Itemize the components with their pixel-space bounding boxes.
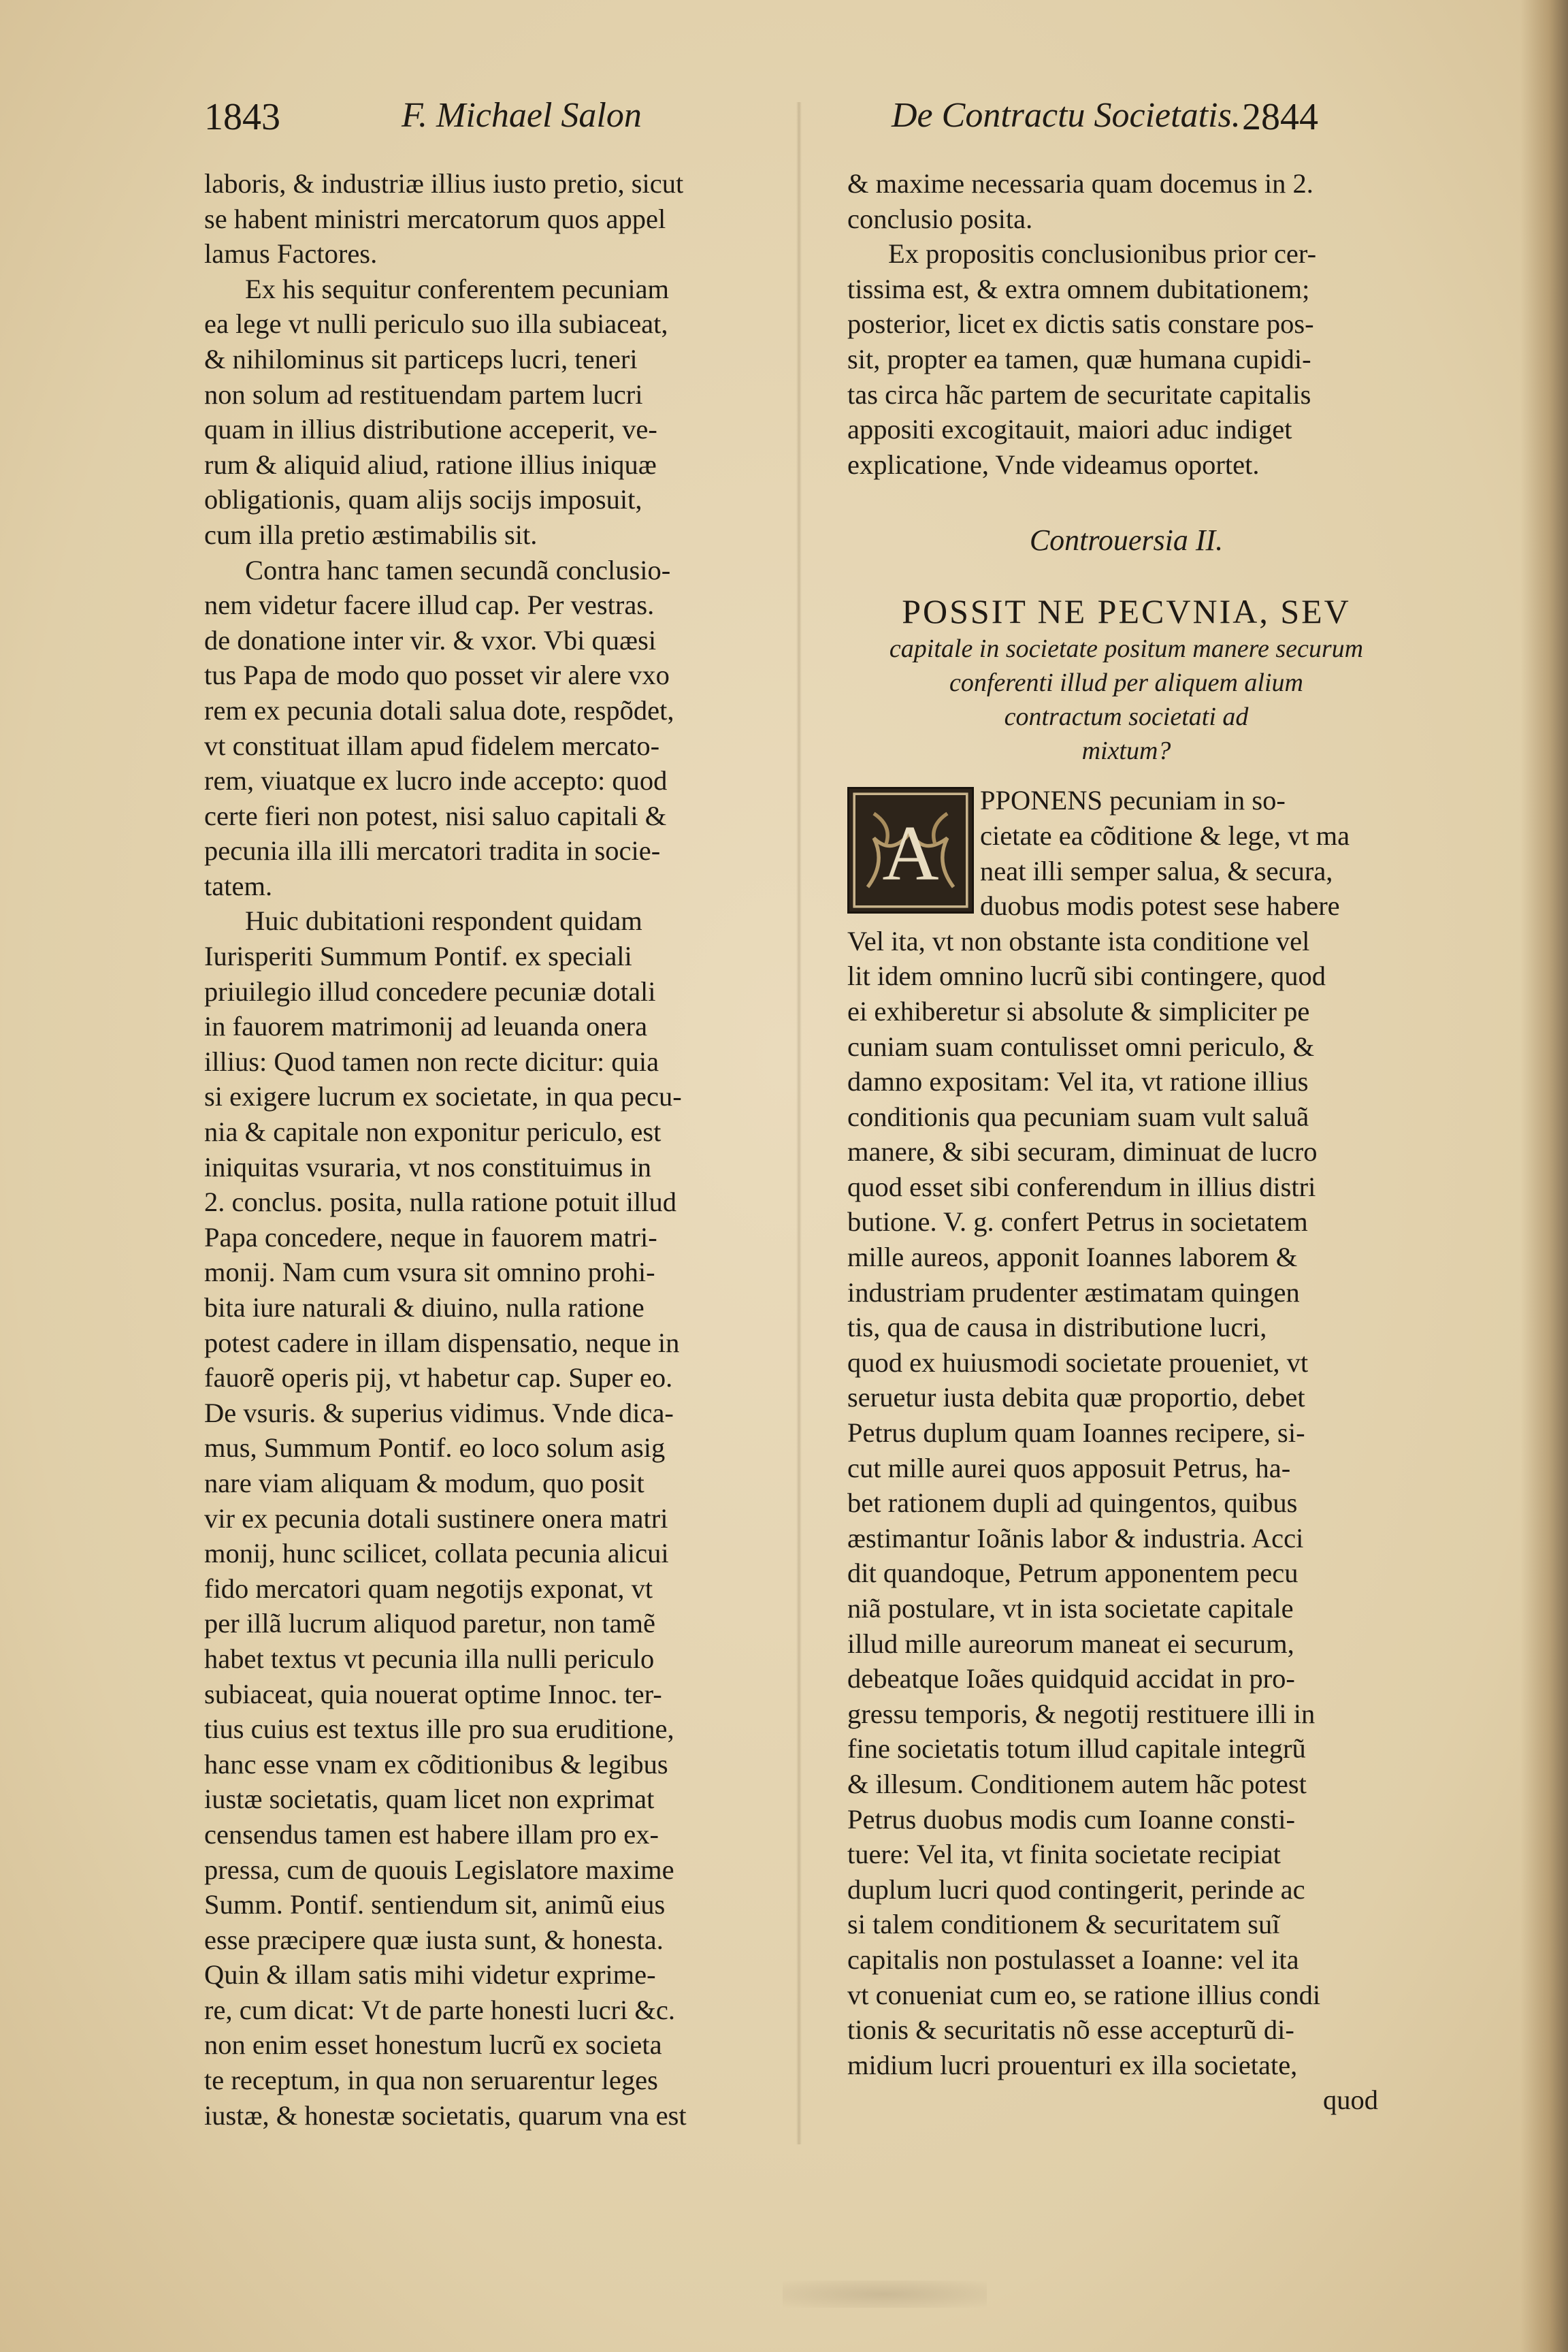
text-line: fauorẽ operis pij, vt habetur cap. Super eo.	[204, 1362, 673, 1394]
text-line: niã postulare, vt in ista societate capitale	[847, 1593, 1294, 1624]
text-line: quam in illius distributione acceperit, ve-	[204, 414, 657, 445]
right-column	[847, 166, 1405, 2118]
text-line: non solum ad restituendam partem lucri	[204, 378, 643, 410]
text-line: vir ex pecunia dotali sustinere onera matri	[204, 1502, 668, 1534]
text-line: quod ex huiusmodi societate proueniet, vt	[847, 1347, 1309, 1378]
text-line: Huic dubitationi respondent quidam	[245, 905, 642, 937]
text-line: hanc esse vnam ex cõditionibus & legibus	[204, 1748, 668, 1779]
text-line: Vel ita, vt non obstante ista conditione vel	[847, 925, 1310, 956]
dropcap-line: cietate ea cõditione & lege, vt ma	[980, 820, 1350, 851]
text-line: capitalis non postulasset a Ioanne: vel ita	[847, 1944, 1299, 1975]
text-line: obligationis, quam alijs socijs imposuit,	[204, 484, 642, 515]
text-line: tionis & securitatis nõ esse accepturũ di-	[847, 2014, 1294, 2046]
text-line: vt constituat illam apud fidelem mercato-	[204, 730, 660, 761]
svg-text:A: A	[882, 809, 939, 897]
text-line: cut mille aurei quos apposuit Petrus, ha-	[847, 1452, 1291, 1483]
text-line: Iurisperiti Summum Pontif. ex speciali	[204, 941, 632, 972]
text-line: se habent ministri mercatorum quos appel	[204, 203, 666, 234]
running-title-right: De Contractu Societatis.	[892, 96, 1241, 135]
text-line: seruetur iusta debita quæ proportio, debet	[847, 1382, 1305, 1413]
text-line: midium lucri prouenturi ex illa societate,	[847, 2049, 1298, 2080]
text-line: lamus Factores.	[204, 238, 378, 270]
text-line: & maxime necessaria quam docemus in 2.	[847, 168, 1313, 199]
subheading-line: capitale in societate positum manere securum	[889, 634, 1364, 664]
text-line: bita iure naturali & diuino, nulla ratione	[204, 1292, 644, 1323]
question-heading: POSSIT NE PECVNIA, SEV	[902, 592, 1351, 631]
text-line: & nihilominus sit particeps lucri, teneri	[204, 343, 638, 374]
text-line: potest cadere in illam dispensatio, neque in	[204, 1327, 680, 1358]
text-line: Petrus duplum quam Ioannes recipere, si-	[847, 1417, 1305, 1449]
text-line: Petrus duobus modis cum Ioanne consti-	[847, 1803, 1296, 1835]
text-line: posterior, licet ex dictis satis constare pos-	[847, 308, 1314, 340]
text-line: te receptum, in qua non seruarentur leges	[204, 2065, 658, 2096]
text-line: duplum lucri quod contingerit, perinde ac	[847, 1873, 1305, 1905]
text-line: cum illa pretio æstimabilis sit.	[204, 519, 538, 550]
text-line: priuilegio illud concedere pecuniæ dotali	[204, 976, 656, 1007]
text-line: illud mille aureorum maneat ei securum,	[847, 1628, 1294, 1659]
text-line: monij, hunc scilicet, collata pecunia alicui	[204, 1538, 669, 1569]
text-line: vt conueniat cum eo, se ratione illius condi	[847, 1979, 1321, 2010]
dropcap-line: neat illi semper salua, & secura,	[980, 855, 1333, 886]
right-column-intro	[847, 166, 1405, 482]
dropcap-line: PPONENS pecuniam in so-	[980, 785, 1286, 816]
dropcap-paragraph	[847, 783, 1405, 923]
text-line: Summ. Pontif. sentiendum sit, animũ eius	[204, 1889, 666, 1920]
ink-smudge	[783, 2281, 987, 2308]
running-title-left: F. Michael Salon	[402, 96, 642, 135]
text-line: tatem.	[204, 870, 273, 901]
page-number-left: 1843	[204, 96, 280, 138]
right-column-body	[847, 924, 1405, 2083]
dropcap-line: duobus modis potest sese habere	[980, 890, 1340, 922]
column-gutter	[796, 102, 802, 2144]
text-line: tis, qua de causa in distributione lucri,	[847, 1312, 1267, 1343]
text-line: Quin & illam satis mihi videtur exprime-	[204, 1959, 656, 1991]
subheading-line: contractum societati ad	[1004, 703, 1249, 732]
text-line: bet rationem dupli ad quingentos, quibus	[847, 1487, 1298, 1519]
text-line: ea lege vt nulli periculo suo illa subiaceat,	[204, 308, 668, 340]
text-line: censendus tamen est habere illam pro ex-	[204, 1818, 659, 1850]
text-line: conditionis qua pecuniam suam vult saluã	[847, 1101, 1309, 1132]
text-line: ei exhiberetur si absolute & simpliciter pe	[847, 995, 1310, 1027]
text-line: nare viam aliquam & modum, quo posit	[204, 1467, 644, 1498]
text-line: industriam prudenter æstimatam quingen	[847, 1276, 1300, 1308]
text-line: pressa, cum de quouis Legislatore maxime	[204, 1854, 674, 1885]
text-line: lit idem omnino lucrũ sibi contingere, quod	[847, 961, 1326, 992]
text-line: & illesum. Conditionem autem hãc potest	[847, 1768, 1307, 1799]
subheading-line: mixtum?	[1081, 737, 1171, 766]
text-line: explicatione, Vnde videamus oportet.	[847, 449, 1260, 480]
text-line: de donatione inter vir. & vxor. Vbi quæsi	[204, 624, 657, 656]
catchword: quod	[1323, 2084, 1378, 2116]
decorated-initial-icon	[847, 787, 974, 914]
text-line: mus, Summum Pontif. eo loco solum asig	[204, 1432, 666, 1464]
text-line: si exigere lucrum ex societate, in qua pecu-	[204, 1081, 682, 1112]
text-line: si talem conditionem & securitatem suĩ	[847, 1909, 1280, 1940]
text-line: laboris, & industriæ illius iusto pretio, sicut	[204, 168, 684, 199]
page-number-right: 2844	[1242, 96, 1318, 138]
text-line: fine societatis totum illud capitale integrũ	[847, 1733, 1306, 1765]
text-line: tas circa hãc partem de securitate capitalis	[847, 378, 1311, 410]
text-line: in fauorem matrimonij ad leuanda onera	[204, 1011, 648, 1042]
text-line: iustæ societatis, quam licet non exprimat	[204, 1784, 655, 1815]
text-line: iustæ, & honestæ societatis, quarum vna est	[204, 2099, 687, 2131]
text-line: sit, propter ea tamen, quæ humana cupidi-	[847, 343, 1311, 374]
text-line: pecunia illa illi mercatori tradita in socie-	[204, 835, 661, 867]
text-line: habet textus vt pecunia illa nulli periculo	[204, 1643, 655, 1674]
text-line: gressu temporis, & negotij restituere illi in	[847, 1698, 1316, 1729]
page-edge-shadow	[1520, 0, 1568, 2352]
text-line: damno expositam: Vel ita, vt ratione illius	[847, 1066, 1309, 1097]
text-line: conclusio posita.	[847, 203, 1033, 234]
text-line: non enim esset honestum lucrũ ex societa	[204, 2029, 662, 2061]
text-line: Contra hanc tamen secundã conclusio-	[245, 554, 671, 585]
text-line: debeatque Ioães quidquid accidat in pro-	[847, 1663, 1295, 1694]
text-line: illius: Quod tamen non recte dicitur: quia	[204, 1046, 659, 1077]
controversy-title: Controuersia II.	[1029, 523, 1224, 558]
text-line: æstimantur Ioãnis labor & industria. Acci	[847, 1522, 1304, 1553]
text-line: appositi excogitauit, maiori aduc indiget	[847, 414, 1292, 445]
left-column	[204, 166, 769, 2133]
text-line: dit quandoque, Petrum apponentem pecu	[847, 1558, 1298, 1589]
running-header	[204, 95, 1361, 150]
text-line: Ex propositis conclusionibus prior cer-	[888, 238, 1317, 270]
text-line: Papa concedere, neque in fauorem matri-	[204, 1221, 657, 1253]
text-line: esse præcipere quæ iusta sunt, & honesta.	[204, 1924, 664, 1955]
text-line: monij. Nam cum vsura sit omnino prohi-	[204, 1257, 655, 1288]
text-line: re, cum dicat: Vt de parte honesti lucri &c.	[204, 1994, 676, 2025]
text-line: Ex his sequitur conferentem pecuniam	[245, 273, 670, 304]
text-line: 2. conclus. posita, nulla ratione potuit illud	[204, 1187, 677, 1218]
text-line: quod esset sibi conferendum in illius distri	[847, 1171, 1316, 1202]
text-line: mille aureos, apponit Ioannes laborem &	[847, 1242, 1298, 1273]
text-line: subiaceat, quia nouerat optime Innoc. ter-	[204, 1678, 662, 1709]
text-line: per illã lucrum aliquod paretur, non tamẽ	[204, 1608, 656, 1639]
text-line: cuniam suam contulisset omni periculo, &	[847, 1031, 1315, 1062]
text-line: certe fieri non potest, nisi saluo capitali &	[204, 800, 667, 831]
text-line: tuere: Vel ita, vt finita societate recipiat	[847, 1839, 1281, 1870]
text-line: iniquitas vsuraria, vt nos constituimus in	[204, 1151, 651, 1182]
text-line: rum & aliquid aliud, ratione illius iniquæ	[204, 449, 657, 480]
text-line: nia & capitale non exponitur periculo, est	[204, 1116, 662, 1148]
text-line: tissima est, & extra omnem dubitationem;	[847, 273, 1310, 304]
text-line: rem ex pecunia dotali salua dote, respõdet,	[204, 694, 674, 726]
text-line: butione. V. g. confert Petrus in societatem	[847, 1206, 1308, 1238]
text-line: tus Papa de modo quo posset vir alere vxo	[204, 660, 670, 691]
text-line: rem, viuatque ex lucro inde accepto: quod	[204, 765, 668, 796]
text-line: manere, & sibi securam, diminuat de lucro	[847, 1136, 1318, 1167]
text-line: nem videtur facere illud cap. Per vestras.	[204, 590, 655, 621]
question-subheading	[847, 632, 1405, 768]
text-line: De vsuris. & superius vidimus. Vnde dica-	[204, 1397, 674, 1428]
subheading-line: conferenti illud per aliquem alium	[949, 668, 1303, 698]
text-line: fido mercatori quam negotijs exponat, vt	[204, 1573, 653, 1604]
text-line: tius cuius est textus ille pro sua eruditione,	[204, 1713, 674, 1745]
